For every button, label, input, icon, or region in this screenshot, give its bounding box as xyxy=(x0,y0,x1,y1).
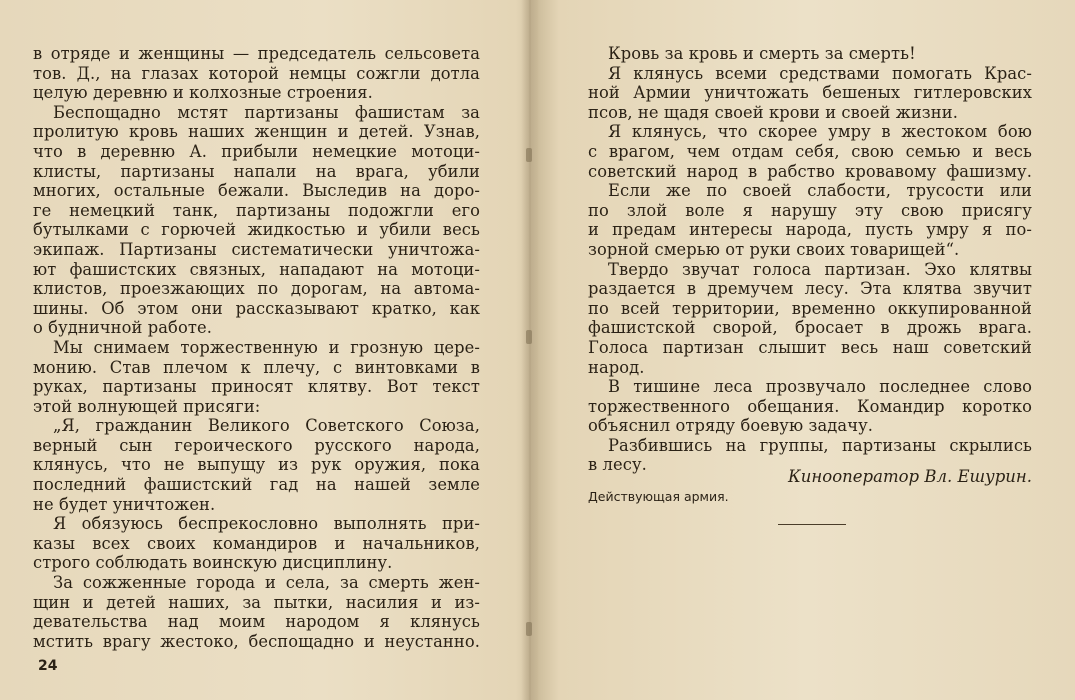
text-line: строго соблюдать воинскую дисциплину. xyxy=(33,553,393,573)
text-line: щин и детей наших, за пытки, насилия и из- xyxy=(33,592,480,612)
text-line: мстить врагу жестоко, беспощадно и неустанно. xyxy=(33,631,480,651)
author-signature: Кинооператор Вл. Ешурин. xyxy=(788,467,1032,486)
text-line: по злой воле я нарушу эту свою присягу xyxy=(588,200,1032,220)
text-line: руках, партизаны приносят клятву. Вот текст xyxy=(33,377,480,397)
page-number: 24 xyxy=(38,658,58,674)
text-line: клисты, партизаны напали на врага, убили xyxy=(33,161,480,181)
text-line: пролитую кровь наших женщин и детей. Узнав, xyxy=(33,122,480,142)
text-line: За сожженные города и села, за смерть жен- xyxy=(53,573,480,593)
text-line: Беспощадно мстят партизаны фашистам за xyxy=(53,102,480,122)
right-page-body xyxy=(588,44,1032,475)
text-line: последний фашистский гад на нашей земле xyxy=(33,475,480,495)
text-line: ной Армии уничтожать бешеных гитлеровских xyxy=(588,83,1032,103)
text-line: верный сын героического русского народа, xyxy=(33,435,480,455)
text-line: клянусь, что не выпущу из рук оружия, пока xyxy=(33,455,480,475)
text-line: Я клянусь, что скорее умру в жестоком бою xyxy=(608,122,1032,142)
text-line: Кровь за кровь и смерть за смерть! xyxy=(608,44,916,63)
text-line: Я обязуюсь беспрекословно выполнять при- xyxy=(53,514,480,534)
text-line: Я клянусь всеми средствами помогать Крас- xyxy=(608,63,1032,83)
end-divider xyxy=(778,524,846,525)
text-line: раздается в дремучем лесу. Эта клятва звучит xyxy=(588,279,1032,299)
text-line: „Я, гражданин Великого Советского Союза, xyxy=(53,416,480,436)
text-line: торжественного обещания. Командир коротко xyxy=(588,396,1032,416)
text-line: многих, остальные бежали. Выследив на доро- xyxy=(33,181,480,201)
text-line: клистов, проезжающих по дорогам, на автома- xyxy=(33,279,480,299)
text-line: советский народ в рабство кровавому фашизму. xyxy=(588,161,1032,181)
text-line: Если же по своей слабости, трусости или xyxy=(608,181,1032,201)
text-line: монию. Став плечом к плечу, с винтовками в xyxy=(33,357,480,377)
text-line: целую деревню и колхозные строения. xyxy=(33,83,373,103)
text-line: казы всех своих командиров и начальников, xyxy=(33,533,480,553)
location-line: Действующая армия. xyxy=(588,489,729,504)
text-line: зорной смерью от руки своих товарищей“. xyxy=(588,239,960,259)
book-gutter xyxy=(521,0,539,700)
text-line: не будет уничтожен. xyxy=(33,494,216,514)
text-line: Разбившись на группы, партизаны скрылись xyxy=(608,435,1032,455)
text-line: в отряде и женщины — председатель сельсовета xyxy=(33,44,480,63)
text-line: Твердо звучат голоса партизан. Эхо клятвы xyxy=(608,259,1032,279)
binding-staple xyxy=(526,148,532,162)
text-line: девательства над моим народом я клянусь xyxy=(33,612,480,632)
text-line: тов. Д., на глазах которой немцы сожгли дотла xyxy=(33,63,480,83)
binding-staple xyxy=(526,330,532,344)
text-line: фашистской сворой, бросает в дрожь врага. xyxy=(588,318,1032,338)
text-line: экипаж. Партизаны систематически уничтожа- xyxy=(33,239,480,259)
text-line: о будничной работе. xyxy=(33,318,212,338)
text-line: псов, не щадя своей крови и своей жизни. xyxy=(588,102,958,122)
text-line: ге немецкий танк, партизаны подожгли его xyxy=(33,200,480,220)
text-line: шины. Об этом они рассказывают кратко, как xyxy=(33,298,480,318)
text-line: ют фашистских связных, нападают на мотоци- xyxy=(33,259,480,279)
text-line: Мы снимаем торжественную и грозную цере- xyxy=(53,337,480,357)
text-line: в лесу. xyxy=(588,455,647,475)
text-line: и предам интересы народа, пусть умру я по- xyxy=(588,220,1032,240)
left-page-body xyxy=(33,44,480,651)
binding-staple xyxy=(526,622,532,636)
text-line: объяснил отряду боевую задачу. xyxy=(588,416,874,436)
text-line: по всей территории, временно оккупированной xyxy=(588,298,1032,318)
text-line: народ. xyxy=(588,357,645,377)
text-line: В тишине леса прозвучало последнее слово xyxy=(608,377,1032,397)
text-line: с врагом, чем отдам себя, свою семью и весь xyxy=(588,141,1032,161)
text-line: этой волнующей присяги: xyxy=(33,396,261,416)
text-line: Голоса партизан слышит весь наш советский xyxy=(588,337,1032,357)
text-line: бутылками с горючей жидкостью и убили весь xyxy=(33,220,480,240)
text-line: что в деревню А. прибыли немецкие мотоци- xyxy=(33,141,480,161)
